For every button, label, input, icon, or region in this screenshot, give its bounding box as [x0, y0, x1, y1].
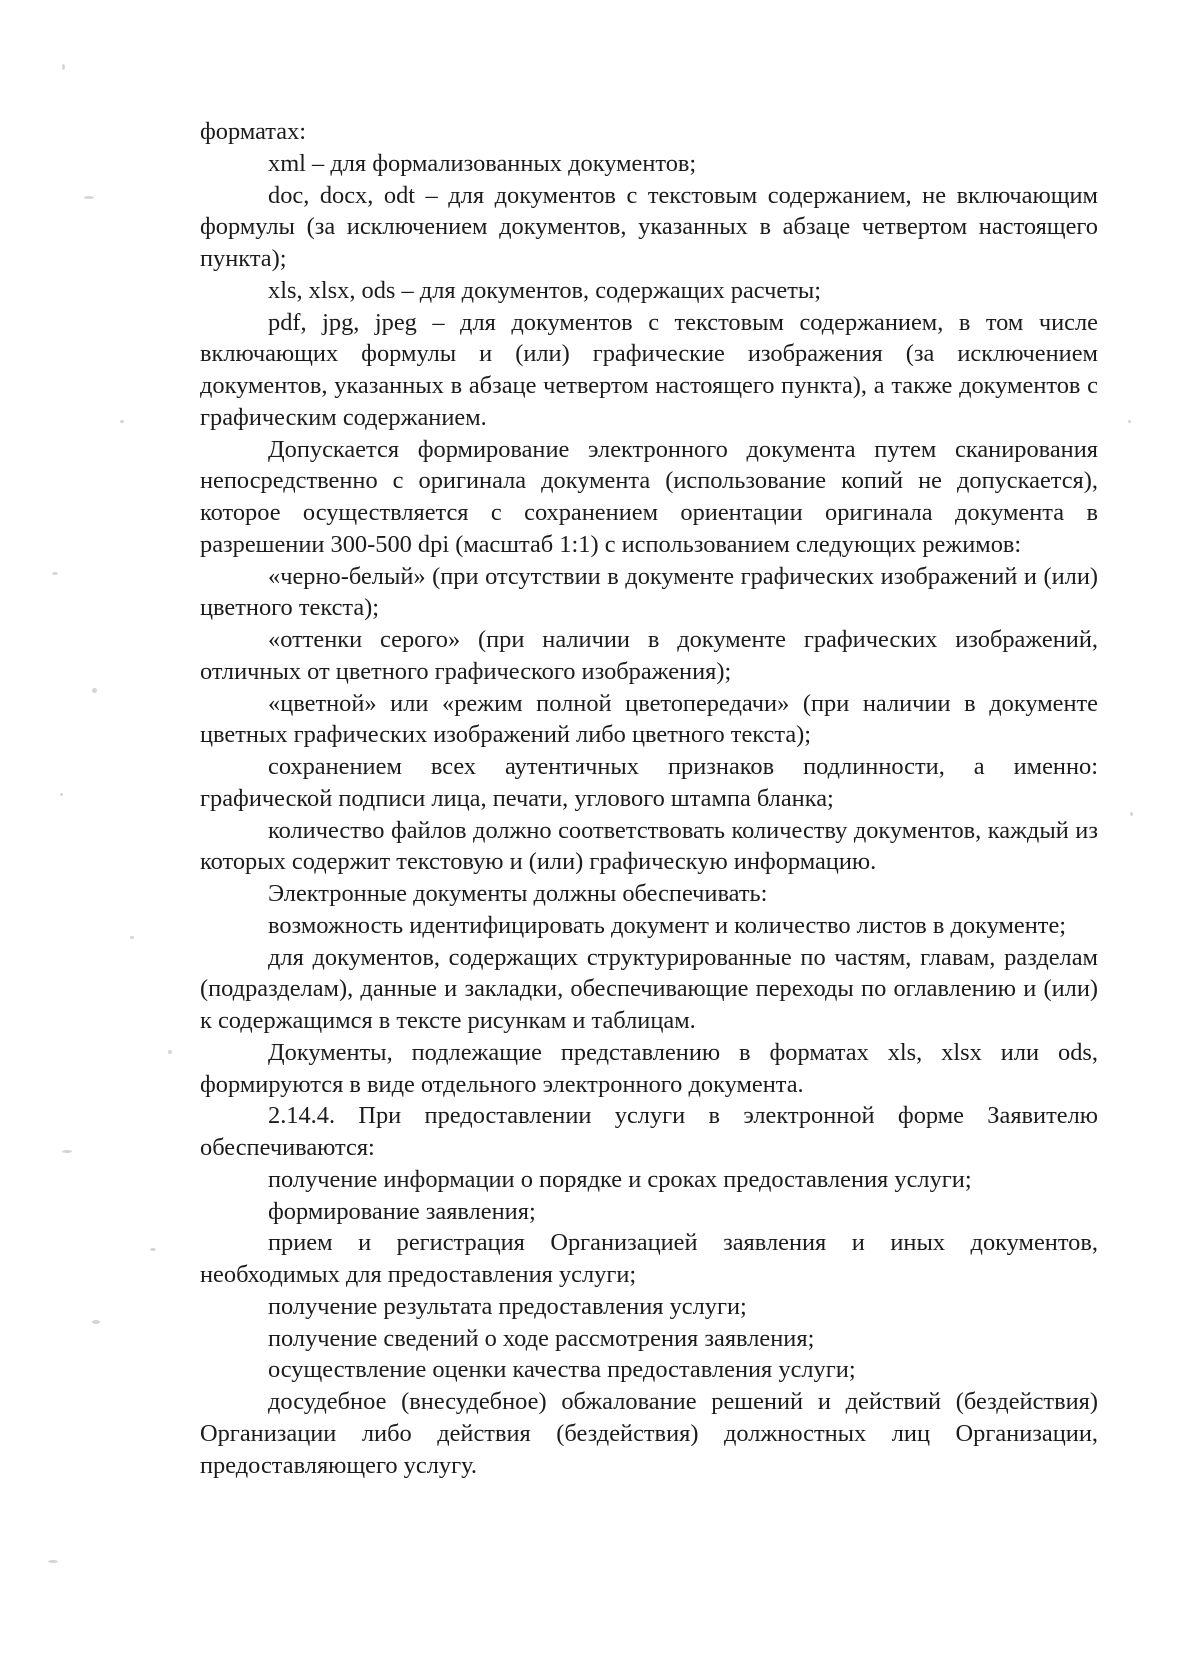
scan-speck [92, 688, 97, 693]
document-paragraph: прием и регистрация Организацией заявления и иных документов, необходимых для предоставления услуги; [200, 1229, 1098, 1288]
document-paragraph: для документов, содержащих структурированные по частям, главам, разделам (подразделам), данные и закладки, обеспечивающие переходы по оглавлению и (или) к содержащимся в тексте рисункам и таблицам. [200, 943, 1098, 1034]
document-paragraph: формирование заявления; [268, 1197, 536, 1225]
scan-speck [168, 1050, 172, 1054]
document-paragraph: «цветной» или «режим полной цветопередачи» (при наличии в документе цветных графических изображений либо цветного текста); [200, 689, 1098, 749]
scan-speck [48, 1560, 58, 1563]
document-paragraph: «черно-белый» (при отсутствии в документе графических изображений и (или) цветного текста); [200, 562, 1098, 622]
document-paragraph: досудебное (внесудебное) обжалование решений и действий (бездействия) Организации либо действия (бездействия) должностных лиц Организации, предоставляющего услугу. [200, 1388, 1098, 1479]
document-paragraph: xml – для формализованных документов; [268, 149, 697, 177]
document-body [200, 116, 1098, 1481]
scan-speck [120, 420, 124, 423]
document-paragraph: получение результата предоставления услуги; [268, 1292, 747, 1320]
document-paragraph: Электронные документы должны обеспечивать: [268, 880, 768, 907]
document-paragraph: осуществление оценки качества предоставления услуги; [268, 1356, 856, 1384]
document-paragraph: Документы, подлежащие представлению в форматах xls, xlsx или ods, формируются в виде отдельного электронного документа. [200, 1038, 1098, 1098]
document-paragraph: pdf, jpg, jpeg – для документов с текстовым содержанием, в том числе включающих формулы и (или) графические изображения (за исключением документов, указанных в абзаце четвертом настоящего пункта), а также документов с графическим содержанием. [200, 308, 1098, 431]
scan-speck [130, 936, 134, 939]
document-paragraph: сохранением всех аутентичных признаков подлинности, а именно: графической подписи лица, печати, углового штампа бланка; [200, 753, 1098, 812]
scan-speck [84, 196, 94, 199]
document-paragraph: получение информации о порядке и сроках предоставления услуги; [268, 1165, 972, 1193]
scan-speck [1128, 420, 1131, 423]
scan-speck [52, 572, 58, 575]
scan-speck [92, 1320, 100, 1324]
scan-speck [1130, 812, 1133, 816]
document-paragraph: количество файлов должно соответствовать количеству документов, каждый из которых содержит текстовую и (или) графическую информацию. [200, 816, 1098, 876]
document-paragraph: Допускается формирование электронного документа путем сканирования непосредственно с оригинала документа (использование копий не допускается), которое осуществляется с сохранением ориентации оригинала документа в разрешении 300-500 dpi (масштаб 1:1) с использованием следующих режимов: [200, 435, 1098, 558]
scan-speck [150, 1248, 156, 1251]
document-paragraph: возможность идентифицировать документ и количество листов в документе; [268, 911, 1067, 939]
document-paragraph: doc, docx, odt – для документов с текстовым содержанием, не включающим формулы (за исключением документов, указанных в абзаце четвертом настоящего пункта); [200, 181, 1098, 272]
document-paragraph: получение сведений о ходе рассмотрения заявления; [268, 1324, 815, 1352]
document-paragraph: 2.14.4. При предоставлении услуги в электронной форме Заявителю обеспечиваются: [200, 1102, 1098, 1161]
document-paragraph: xls, xlsx, ods – для документов, содержащих расчеты; [268, 276, 822, 304]
scan-speck [62, 64, 65, 70]
document-paragraph: «оттенки серого» (при наличии в документе графических изображений, отличных от цветного графического изображения); [200, 626, 1098, 685]
scan-speck [62, 1150, 72, 1153]
document-paragraph: форматах: [200, 118, 307, 145]
scan-speck [60, 793, 63, 796]
